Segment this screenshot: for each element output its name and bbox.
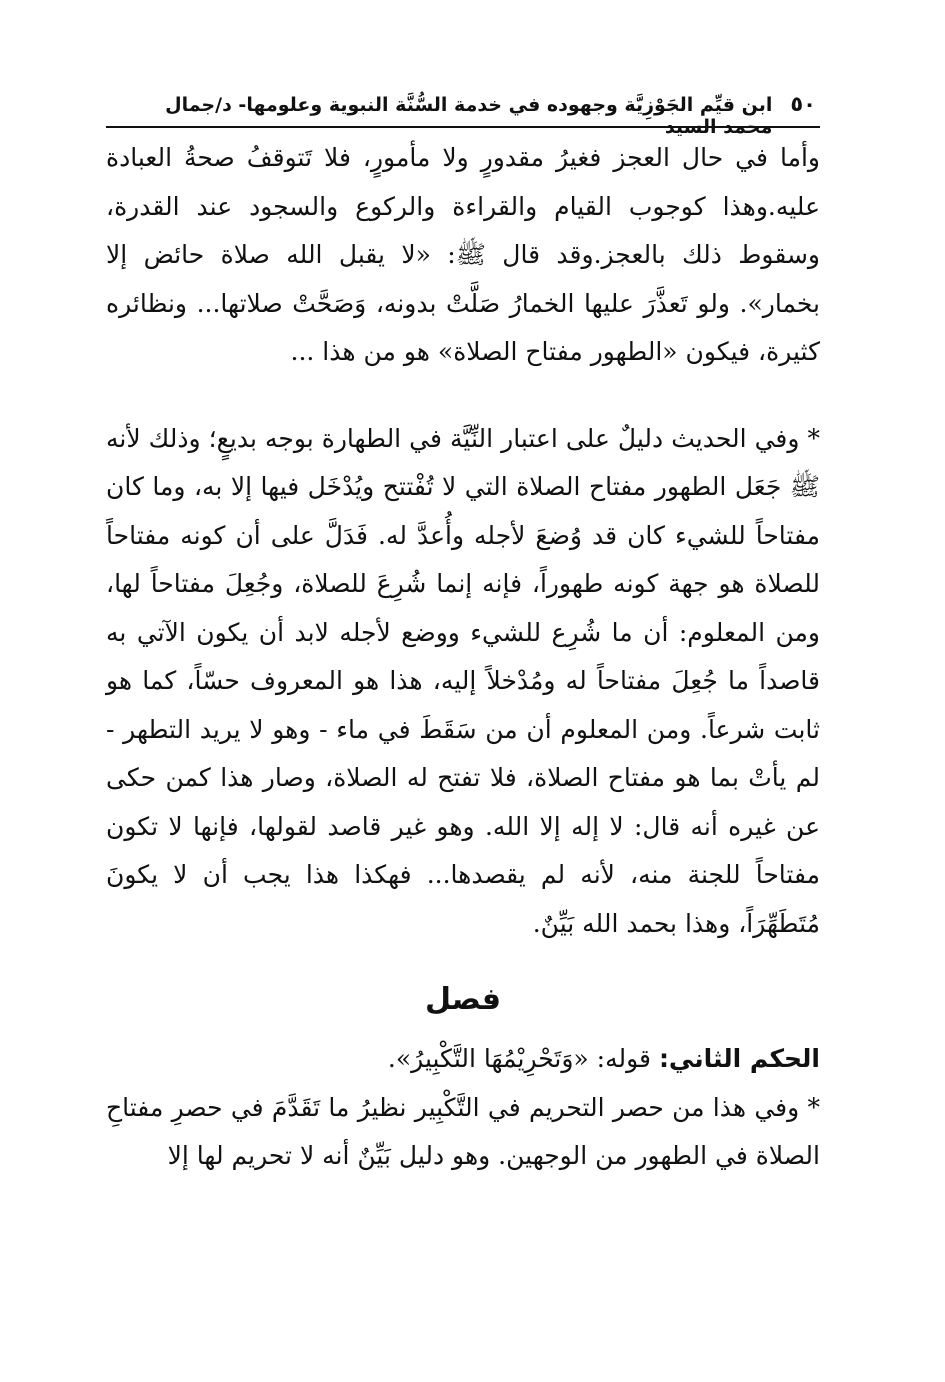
running-title: ابن قيِّم الجَوْزِيَّة وجهوده في خدمة السُّنَّة النبوية وعلومها- د/جمال محمد السيد (165, 94, 773, 138)
ruling-text: قوله: «وَتَحْرِيْمُهَا التَّكْبِيرُ». (387, 1044, 651, 1073)
ruling-line (106, 1035, 820, 1084)
running-header (106, 92, 820, 138)
book-page (106, 92, 820, 1181)
paragraph-1: وأما في حال العجز فغيرُ مقدورٍ ولا مأمورٍ، فلا تَتوقفُ صحةُ العبادة عليه.وهذا كوجوب القيام والقراءة والركوع والسجود عند القدرة، وسقوط ذلك بالعجز.وقد قال ﷺ: «لا يقبل الله صلاة حائض إلا بخمار». ولو تَعذَّرَ عليها الخمارُ صَلَّتْ بدونه، وَصَحَّتْ صلاتها... ونظائره كثيرة، فيكون «الطهور مفتاح الصلاة» هو من هذا ... (106, 143, 820, 366)
body-text (106, 134, 820, 1181)
section-title: فصل (425, 982, 501, 1017)
ruling-label: الحكم الثاني: (658, 1044, 820, 1073)
paragraph-2: * وفي الحديث دليلٌ على اعتبار النِّيَّة في الطهارة بوجه بديعٍ؛ وذلك لأنه ﷺ جَعَل الطهور مفتاح الصلاة التي لا تُفْتتح ويُدْخَل فيها إلا به، وما كان مفتاحاً للشيء كان قد وُضعَ لأجله وأُعدَّ له. فَدَلَّ على أن كونه مفتاحاً للصلاة هو جهة كونه طهوراً، فإنه إنما شُرِعَ للصلاة، وجُعِلَ مفتاحاً لها، ومن المعلوم: أن ما شُرِع للشيء ووضع لأجله لابد أن يكون الآتي به قاصداً ما جُعِلَ مفتاحاً له ومُدْخلاً إليه، هذا هو المعروف حسّاً، كما هو ثابت شرعاً. ومن المعلوم أن من سَقَطَ في ماء - وهو لا يريد التطهر - لم يأتْ بما هو مفتاح الصلاة، فلا تفتح له الصلاة، وصار هذا كمن حكى عن غيره أنه قال: لا إله إلا الله. وهو غير قاصد لقولها، فإنها لا تكون مفتاحاً للجنة منه، لأنه لم يقصدها... فهكذا هذا يجب أن لا يكونَ مُتَطَهِّرَاً، وهذا بحمد الله بَيِّنٌ. (106, 423, 820, 938)
paragraph-3: * وفي هذا من حصر التحريم في التَّكْبِير نظيرُ ما تَقَدَّمَ في حصرِ مفتاحِ الصلاة في الطهور من الوجهين. وهو دليل بَيِّنٌ أنه لا تحريم لها إلا (106, 1092, 820, 1170)
page-number: ٥٠ (790, 92, 816, 116)
